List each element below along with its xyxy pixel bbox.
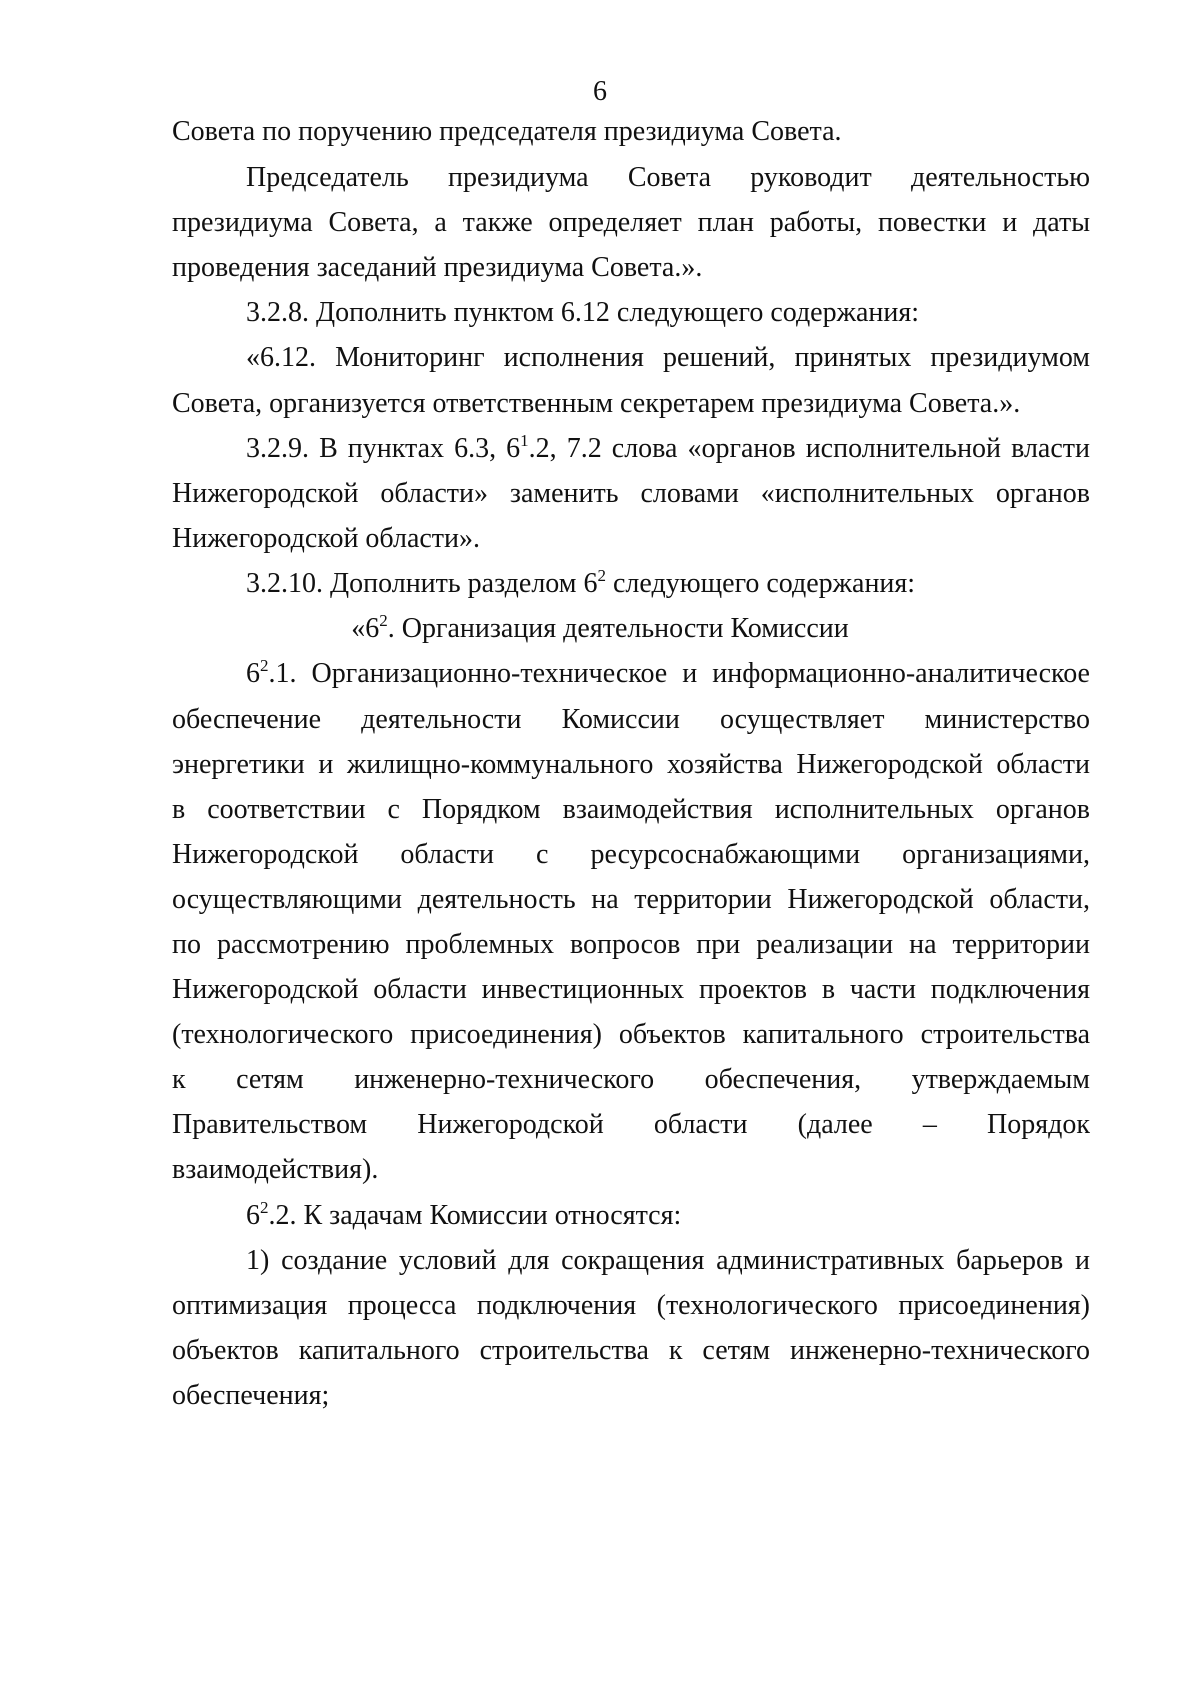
text-line: [246, 429, 1090, 469]
text-line: энергетики и жилищно-коммунального хозяйства Нижегородской области: [172, 749, 1090, 780]
text-line: к сетям инженерно-технического обеспечения, утверждаемым: [172, 1064, 1090, 1095]
text-part: 6: [246, 1200, 260, 1231]
superscript: 2: [379, 611, 388, 630]
text-line: Нижегородской области».: [172, 523, 481, 554]
text-line: [246, 1196, 1090, 1236]
text-line: объектов капитального строительства к сетям инженерно-технического: [172, 1335, 1090, 1366]
text-line: 1) создание условий для сокращения административных барьеров и: [246, 1245, 1090, 1276]
text-part: . Организация деятельности Комиссии: [387, 613, 849, 644]
superscript: 2: [260, 656, 269, 675]
text-line: Нижегородской области» заменить словами «исполнительных органов: [172, 478, 1090, 509]
text-line: 3.2.8. Дополнить пунктом 6.12 следующего содержания:: [246, 297, 920, 328]
text-line: Председатель президиума Совета руководит деятельностью: [246, 162, 1090, 193]
text-line: оптимизация процесса подключения (технологического присоединения): [172, 1290, 1090, 1321]
text-part: следующего содержания:: [605, 568, 916, 599]
superscript: 2: [260, 1198, 269, 1217]
text-line: «6.12. Мониторинг исполнения решений, принятых президиумом: [246, 342, 1090, 373]
text-part: .1. Организационно-техническое и информационно-аналитическое: [268, 658, 1090, 689]
text-part: .2, 7.2 слова «органов исполнительной власти: [528, 433, 1090, 464]
text-line: президиума Совета, а также определяет план работы, повестки и даты: [172, 207, 1090, 238]
text-line: Нижегородской области инвестиционных проектов в части подключения: [172, 974, 1090, 1005]
section-heading: [0, 609, 1200, 649]
text-line: Правительством Нижегородской области (далее – Порядок: [172, 1109, 1090, 1140]
text-line: обеспечение деятельности Комиссии осуществляет министерство: [172, 704, 1090, 735]
text-line: обеспечения;: [172, 1380, 330, 1411]
text-part: .2. К задачам Комиссии относятся:: [268, 1200, 682, 1231]
text-line: (технологического присоединения) объектов капитального строительства: [172, 1019, 1090, 1050]
text-line: [246, 564, 1090, 604]
page-number: 6: [593, 76, 607, 107]
text-line: Совета по поручению председателя президиума Совета.: [172, 116, 842, 147]
text-line: проведения заседаний президиума Совета.».: [172, 252, 703, 283]
text-line: Совета, организуется ответственным секретарем президиума Совета.».: [172, 388, 1021, 419]
text-line: Нижегородской области с ресурсоснабжающими организациями,: [172, 839, 1090, 870]
text-part: 3.2.10. Дополнить разделом 6: [246, 568, 598, 599]
text-line: взаимодействия).: [172, 1154, 379, 1185]
text-line: по рассмотрению проблемных вопросов при реализации на территории: [172, 929, 1090, 960]
text-line: [246, 654, 1090, 694]
text-part: 3.2.9. В пунктах 6.3, 6: [246, 433, 521, 464]
text-part: «6: [351, 613, 380, 644]
superscript: 2: [597, 566, 606, 585]
superscript: 1: [520, 431, 529, 450]
text-part: 6: [246, 658, 260, 689]
text-line: в соответствии с Порядком взаимодействия исполнительных органов: [172, 794, 1090, 825]
text-line: осуществляющими деятельность на территории Нижегородской области,: [172, 884, 1090, 915]
